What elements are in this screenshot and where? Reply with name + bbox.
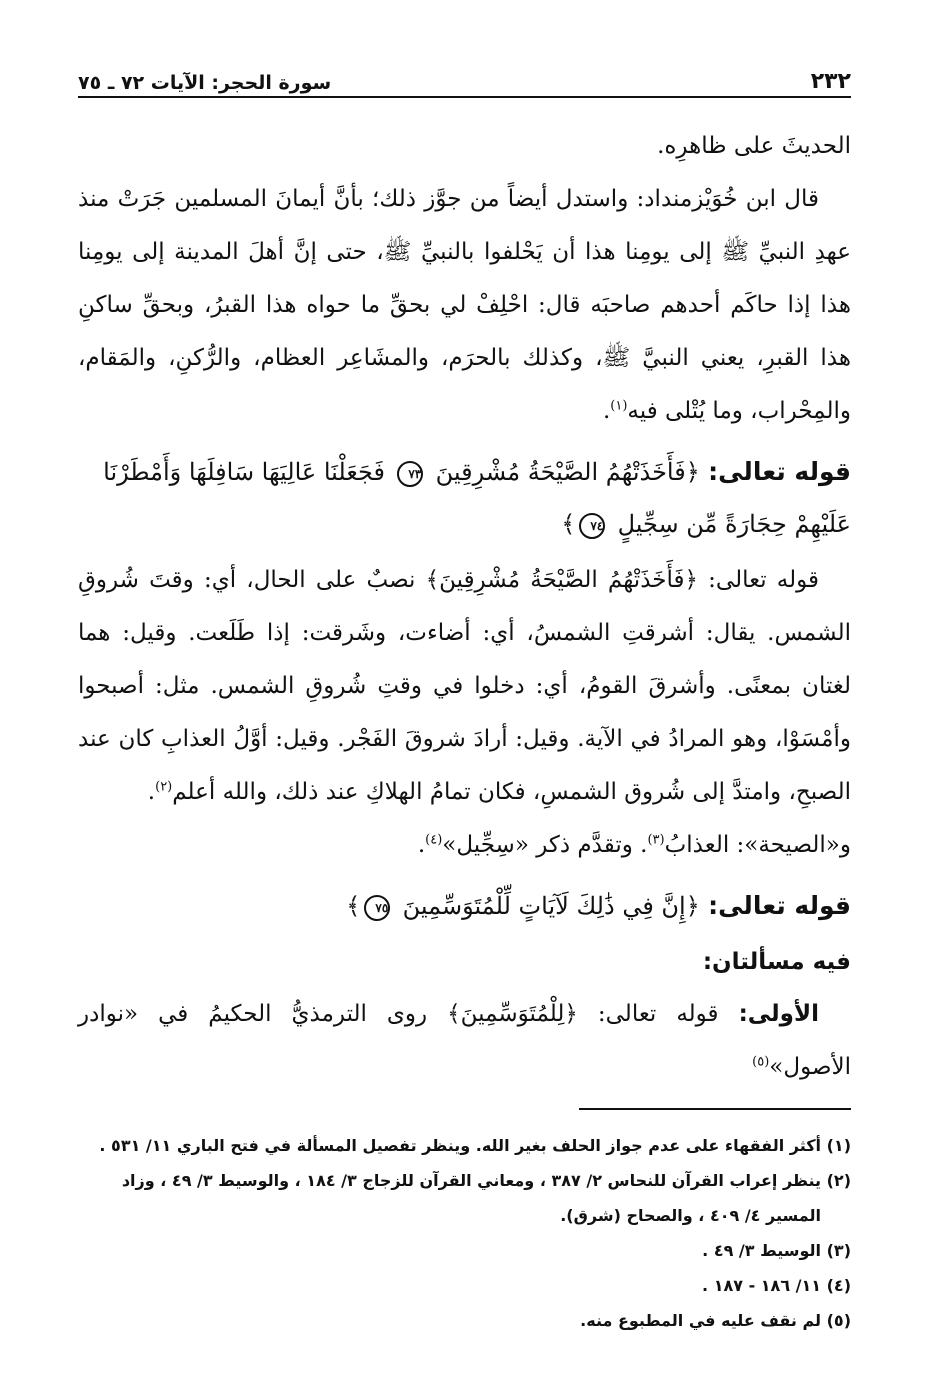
page-number: ٢٣٢ — [810, 69, 851, 94]
ayah-number-73: ٧٣ — [397, 461, 423, 487]
paragraph-2-text: قال ابن خُوَيْزمنداد: واستدل أيضاً من جوَّز ذلك؛ بأنَّ أيمانَ المسلمين جَرَتْ منذ عهدِ النبيِّ ﷺ إلى يومِنا هذا أن يَحْلفوا بالنبيِّ ﷺ، حتى إنَّ أهلَ المدينة إلى يومِنا هذا إذا حاكَم أحدهم صاحبَه قال: احْلِفْ لي بحقِّ ما حواه هذا القبرُ، وبحقِّ ساكنِ هذا القبرِ، يعني النبيَّ ﷺ، وكذلك بالحرَم، والمشَاعِر العظام، والرُّكنِ، والمَقام، والمِحْراب، وما يُتْلى فيه — [78, 186, 851, 424]
footnote-5 — [78, 1303, 851, 1338]
verse-close-bracket: ﴾ — [561, 510, 576, 538]
footnote-ref-5: (٥) — [752, 1054, 770, 1070]
verse-label: قوله تعالى: — [708, 457, 851, 486]
footnote-number: (٥) — [826, 1311, 851, 1330]
footnote-2 — [78, 1163, 851, 1233]
paragraph-5-text: قوله تعالى: ﴿لِلْمُتَوَسِّمِينَ﴾ روى الترمذيُّ الحكيمُ في «نوادر الأصول» — [78, 1001, 851, 1080]
footnote-4 — [78, 1268, 851, 1303]
verse-text-73: ﴿فَأَخَذَتْهُمُ الصَّيْحَةُ مُشْرِقِينَ — [435, 458, 700, 486]
verse-text-74: فَجَعَلْنَا عَالِيَهَا سَافِلَهَا وَأَمْطَرْنَا عَلَيْهِمْ حِجَارَةً مِّن سِجِّيلٍ — [103, 458, 851, 538]
paragraph-3-text: قوله تعالى: ﴿فَأَخَذَتْهُمُ الصَّيْحَةُ مُشْرِقِينَ﴾ نصبٌ على الحال، أي: وقتَ شُروقِ الشمس. يقال: أشرقتِ الشمسُ، أي: أضاءت، وشَرقت: إذا طَلَعت. وقيل: هما لغتان بمعنًى. وأشرقَ القومُ، أي: دخلوا في وقتِ شُروقِ الشمس. مثل: أصبحوا وأمْسَوْا، وهو المرادُ في الآية. وقيل: أرادَ شروقَ الفَجْر. وقيل: أوَّلُ العذابِ كان عند الصبحِ، وامتدَّ إلى شُروق الشمسِ، فكان تمامُ الهلاكِ عند ذلك، والله أعلم — [78, 567, 851, 805]
footnote-number: (١) — [826, 1136, 851, 1155]
paragraph-4-b: . وتقدَّم ذكر «سِجِّيل» — [442, 832, 648, 858]
main-text — [78, 120, 851, 1094]
footnote-number: (٤) — [826, 1276, 851, 1295]
section-heading: فيه مسألتان: — [702, 949, 851, 975]
paragraph-3 — [78, 554, 851, 819]
paragraph-5 — [78, 988, 851, 1094]
running-header — [78, 58, 851, 94]
footnote-ref-2: (٢) — [155, 779, 173, 795]
verse-close-bracket-2: ﴾ — [346, 892, 361, 920]
ayah-number-75: ٧٥ — [364, 895, 390, 921]
footnote-text: أكثر الفقهاء على عدم جواز الحلف بغير الله. وينظر تفصيل المسألة في فتح الباري ١١/ ٥٣١ . — [99, 1136, 822, 1155]
footnote-text: ينظر إعراب القرآن للنحاس ٢/ ٣٨٧ ، ومعاني القرآن للزجاج ٣/ ١٨٤ ، والوسيط ٣/ ٤٩ ، وزاد المسير ٤/ ٤٠٩ ، والصحاح (شرق). — [121, 1171, 822, 1225]
header-rule — [78, 96, 851, 98]
footnote-text: الوسيط ٣/ ٤٩ . — [702, 1241, 822, 1260]
paragraph-3-end: . — [147, 779, 156, 805]
paragraph-4-a: و«الصيحة»: العذابُ — [664, 832, 851, 858]
running-title: سورة الحجر: الآيات ٧٢ ـ ٧٥ — [78, 72, 332, 94]
paragraph-1: الحديثَ على ظاهرِه. — [657, 133, 851, 159]
footnotes — [78, 1128, 851, 1338]
ayah-number-74: ٧٤ — [579, 513, 605, 539]
verse-label-2: قوله تعالى: — [708, 891, 851, 920]
footnote-text: ١١/ ١٨٦ - ١٨٧ . — [702, 1276, 822, 1295]
footnote-ref-3: (٣) — [647, 832, 665, 848]
verse-text-75: ﴿إِنَّ فِي ذَٰلِكَ لَآيَاتٍ لِّلْمُتَوَسِّمِينَ — [402, 892, 700, 920]
verse-heading-72-74 — [78, 446, 851, 550]
footnote-number: (٣) — [826, 1241, 851, 1260]
paragraph-2 — [78, 173, 851, 438]
footnote-ref-1: (١) — [610, 398, 628, 414]
paragraph-2-end: . — [602, 398, 611, 424]
footnote-ref-4: (٤) — [425, 832, 443, 848]
first-issue-label: الأولى: — [738, 1001, 819, 1027]
footnote-text: لم نقف عليه في المطبوع منه. — [580, 1311, 822, 1330]
paragraph-4 — [78, 819, 851, 872]
paragraph-4-end: . — [417, 832, 426, 858]
footnote-number: (٢) — [826, 1171, 851, 1190]
footnote-1 — [78, 1128, 851, 1163]
footnote-3 — [78, 1233, 851, 1268]
footnote-separator — [579, 1108, 851, 1110]
verse-heading-75 — [78, 880, 851, 932]
